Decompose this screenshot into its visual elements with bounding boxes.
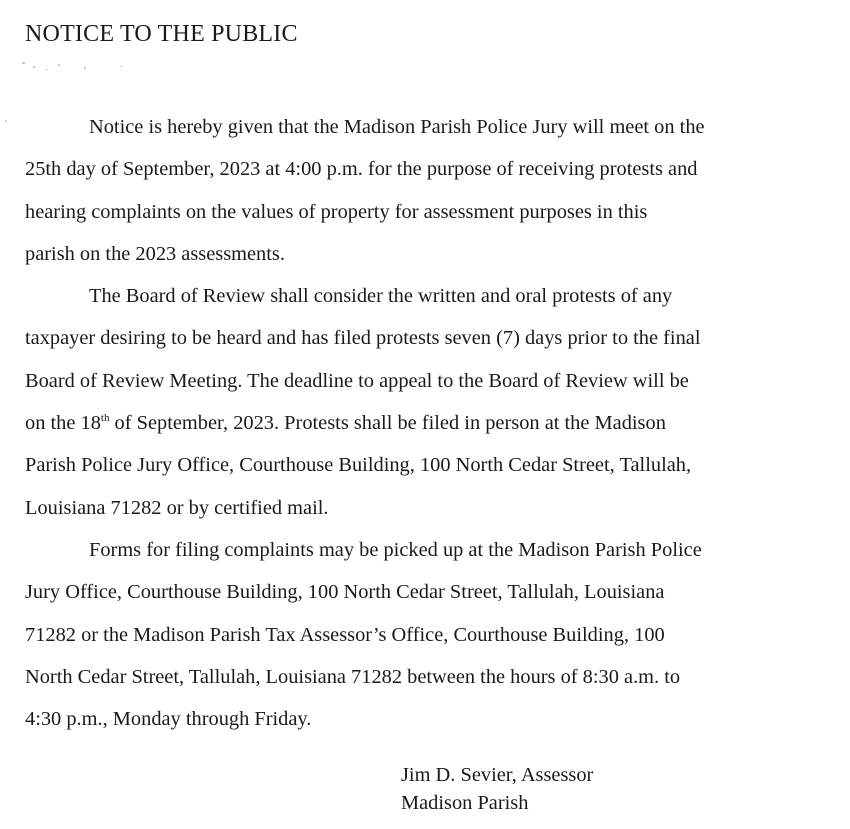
scan-speck bbox=[120, 66, 122, 67]
scan-speck bbox=[84, 67, 86, 69]
paragraph-2-line: Parish Police Jury Office, Courthouse Building, 100 North Cedar Street, Tallulah, bbox=[25, 454, 692, 477]
deadline-text-after: of September, 2023. Protests shall be filed in person at the Madison bbox=[109, 412, 666, 435]
paragraph-1-line: 25th day of September, 2023 at 4:00 p.m. for the purpose of receiving protests and bbox=[25, 158, 698, 181]
paragraph-3-line: Forms for filing complaints may be picked up at the Madison Parish Police bbox=[89, 538, 702, 561]
paragraph-1-line: Notice is hereby given that the Madison Parish Police Jury will meet on the bbox=[89, 116, 705, 138]
notice-title: NOTICE TO THE PUBLIC bbox=[25, 21, 298, 47]
scan-speck bbox=[33, 66, 35, 68]
paragraph-2-line: Louisiana 71282 or by certified mail. bbox=[25, 496, 329, 519]
scan-speck bbox=[58, 64, 60, 66]
paragraph-2-line: Board of Review Meeting. The deadline to appeal to the Board of Review will be bbox=[25, 369, 689, 392]
deadline-text-before: on the 18 bbox=[25, 412, 101, 435]
paragraph-3-line: 71282 or the Madison Parish Tax Assessor’s Office, Courthouse Building, 100 bbox=[25, 623, 665, 646]
paragraph-3-line: 4:30 p.m., Monday through Friday. bbox=[25, 708, 312, 731]
scan-speck bbox=[5, 120, 7, 122]
paragraph-3-line: Jury Office, Courthouse Building, 100 North Cedar Street, Tallulah, Louisiana bbox=[25, 581, 665, 604]
signature-name: Jim D. Sevier, Assessor bbox=[401, 764, 594, 786]
signature-parish: Madison Parish bbox=[401, 792, 529, 814]
paragraph-1-line: parish on the 2023 assessments. bbox=[25, 242, 285, 265]
paragraph-2-line: The Board of Review shall consider the written and oral protests of any bbox=[89, 285, 673, 308]
ordinal-superscript: th bbox=[100, 412, 110, 425]
paragraph-1-line: hearing complaints on the values of property for assessment purposes in this bbox=[25, 200, 648, 223]
scan-speck bbox=[46, 69, 48, 70]
paragraph-3-line: North Cedar Street, Tallulah, Louisiana 71282 between the hours of 8:30 a.m. to bbox=[25, 665, 681, 688]
notice-body bbox=[25, 106, 850, 740]
paragraph-2-line: taxpayer desiring to be heard and has filed protests seven (7) days prior to the final bbox=[25, 327, 701, 350]
scan-speck bbox=[22, 62, 25, 64]
paragraph-2-deadline-line bbox=[25, 402, 850, 444]
signature-block bbox=[401, 761, 593, 817]
